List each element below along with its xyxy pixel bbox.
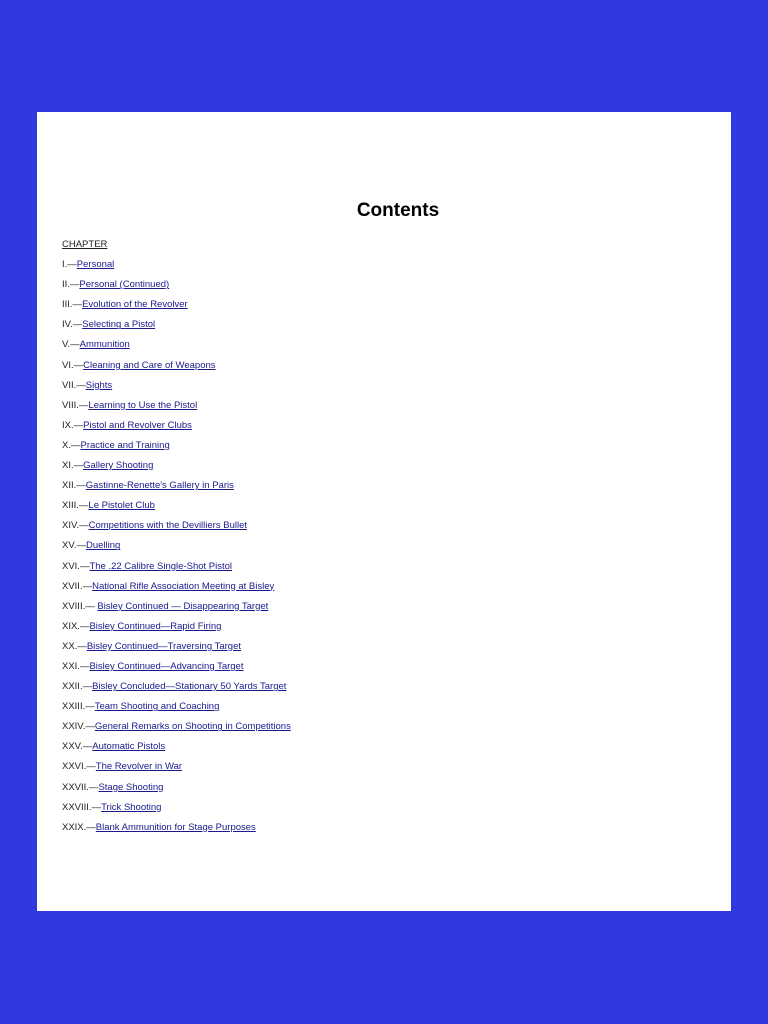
chapter-row [62,597,291,617]
table-of-contents [62,235,291,838]
chapter-number: XII.— [62,480,86,492]
chapter-link[interactable]: The Revolver in War [95,761,183,773]
chapter-link[interactable]: Ammunition [79,339,130,351]
chapter-number: IX.— [62,419,84,431]
chapter-link[interactable]: Personal (Continued) [79,279,170,291]
chapter-number: I.— [62,259,77,271]
chapter-row [62,356,291,376]
chapter-number: XVI.— [62,560,90,572]
chapter-link[interactable]: Selecting a Pistol [82,319,156,331]
chapter-link[interactable]: Bisley Continued—Advancing Target [89,660,244,672]
chapter-link[interactable]: Cleaning and Care of Weapons [83,359,216,371]
chapter-number: XXII.— [62,681,93,693]
document-page [37,112,731,911]
chapter-row [62,436,291,456]
chapter-row [62,295,291,315]
chapter-row [62,798,291,818]
chapter-number: XXV.— [62,741,93,753]
chapter-number: XVII.— [62,580,93,592]
chapter-number: XX.— [62,640,87,652]
chapter-row [62,416,291,436]
chapter-row [62,496,291,516]
chapter-number: V.— [62,339,80,351]
chapter-row [62,818,291,838]
chapter-row [62,516,291,536]
chapter-number: III.— [62,299,83,311]
chapter-link[interactable]: Bisley Continued—Rapid Firing [89,620,222,632]
chapter-row [62,275,291,295]
chapter-link[interactable]: Evolution of the Revolver [82,299,188,311]
chapter-link[interactable]: Stage Shooting [98,781,164,793]
chapter-link[interactable]: The .22 Calibre Single-Shot Pistol [89,560,233,572]
chapter-row [62,737,291,757]
chapter-row [62,617,291,637]
chapter-link[interactable]: Team Shooting and Coaching [94,701,220,713]
page-title: Contents [356,200,440,221]
chapter-link[interactable]: Sights [85,379,113,391]
chapter-row [62,456,291,476]
chapter-number: XV.— [62,540,86,552]
chapter-number: XIII.— [62,500,89,512]
chapter-number: VI.— [62,359,84,371]
chapter-list [62,255,291,838]
chapter-row [62,577,291,597]
chapter-number: XIX.— [62,620,90,632]
chapter-number: XI.— [62,460,84,472]
chapter-link[interactable]: Gallery Shooting [83,460,154,472]
chapter-row [62,657,291,677]
chapter-number: XXIV.— [62,721,95,733]
chapter-link[interactable]: Bisley Continued—Traversing Target [86,640,241,652]
chapter-number: XXVII.— [62,781,99,793]
chapter-link[interactable]: Bisley Concluded—Stationary 50 Yards Target [92,681,287,693]
chapter-number: XVIII.— [62,600,98,612]
chapter-link[interactable]: Personal [76,259,115,271]
chapter-link[interactable]: Gastinne-Renette's Gallery in Paris [85,480,234,492]
chapter-link[interactable]: Duelling [85,540,121,552]
chapter-row [62,637,291,657]
chapter-row [62,536,291,556]
chapter-link[interactable]: Trick Shooting [101,801,162,813]
chapter-link[interactable]: Pistol and Revolver Clubs [83,419,192,431]
chapter-row [62,717,291,737]
chapter-row [62,315,291,335]
chapter-number: XXI.— [62,660,90,672]
chapter-link[interactable]: Competitions with the Devilliers Bullet [88,520,247,532]
chapter-heading: CHAPTER [62,239,108,250]
chapter-row [62,476,291,496]
chapter-number: XIV.— [62,520,89,532]
chapter-number: XXIII.— [62,701,95,713]
chapter-number: XXVIII.— [62,801,102,813]
chapter-number: XXIX.— [62,821,96,833]
chapter-link[interactable]: Learning to Use the Pistol [88,399,198,411]
chapter-row [62,757,291,777]
chapter-row [62,396,291,416]
chapter-row [62,697,291,717]
chapter-row [62,255,291,275]
chapter-number: VIII.— [62,399,89,411]
chapter-number: II.— [62,279,80,291]
chapter-row [62,677,291,697]
chapter-link[interactable]: Practice and Training [80,439,170,451]
chapter-row [62,376,291,396]
chapter-row [62,335,291,355]
chapter-number: X.— [62,439,81,451]
chapter-link[interactable]: General Remarks on Shooting in Competitions [94,721,291,733]
chapter-link[interactable]: Bisley Continued — Disappearing Target [97,600,269,612]
chapter-row [62,557,291,577]
chapter-number: XXVI.— [62,761,96,773]
chapter-number: VII.— [62,379,86,391]
chapter-link[interactable]: Le Pistolet Club [88,500,155,512]
chapter-link[interactable]: National Rifle Association Meeting at Bisley [92,580,275,592]
chapter-link[interactable]: Automatic Pistols [92,741,166,753]
chapter-number: IV.— [62,319,83,331]
chapter-row [62,778,291,798]
chapter-link[interactable]: Blank Ammunition for Stage Purposes [95,821,256,833]
